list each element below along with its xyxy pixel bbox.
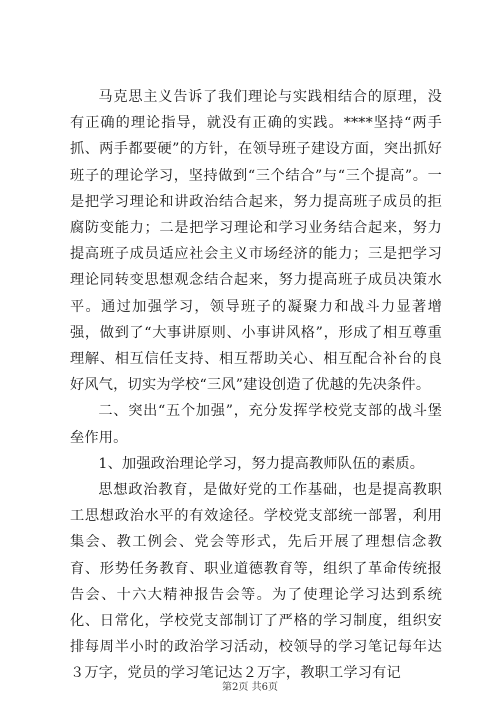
subsection-heading-political-study: 1、加强政治理论学习，努力提高教师队伍的素质。 bbox=[98, 455, 425, 472]
section-heading-five-strengthenings: 二、突出“五个加强”，充分发挥学校党支部的战斗堡垒作用。 bbox=[70, 403, 442, 446]
paragraph-ideological-education: 思想政治教育，是做好党的工作基础，也是提高教职工思想政治水平的有效途径。学校党支部统一部署，利用集会、教工例会、党会等形式，先后开展了理想信念教育、形势任务教育、职业道德教育等，组织了革命传统报告会、十六大精神报告会等。为了使理论学习达到系统化、日常化，学校党支部制订了严格的学习制度，组织安排每周半小时的政治学习活动，校领导的学习笔记每年达３万字，党员的学习笔记达２万字，教职工学习有记 bbox=[70, 482, 442, 682]
document-body bbox=[70, 84, 442, 687]
paragraph-theory-practice: 马克思主义告诉了我们理论与实践相结合的原理，没有正确的理论指导，就没有正确的实践。****坚持“两手抓、两手都要硬”的方针，在领导班子建设方面，突出抓好班子的理论学习，坚持做到“三个结合”与“三个提高”。一是把学习理论和讲政治结合起来，努力提高班子成员的拒腐防变能力；二是把学习理论和学习业务结合起来，努力提高班子成员适应社会主义市场经济的能力；三是把学习理论同转变思想观念结合起来，努力提高班子成员决策水平。通过加强学习，领导班子的凝聚力和战斗力显著增强，做到了“大事讲原则、小事讲风格”，形成了相互尊重理解、相互信任支持、相互帮助关心、相互配合补台的良好风气，切实为学校“三风”建设创造了优越的先决条件。 bbox=[70, 89, 442, 394]
page-number-footer: 第2页 共6页 bbox=[222, 682, 278, 693]
